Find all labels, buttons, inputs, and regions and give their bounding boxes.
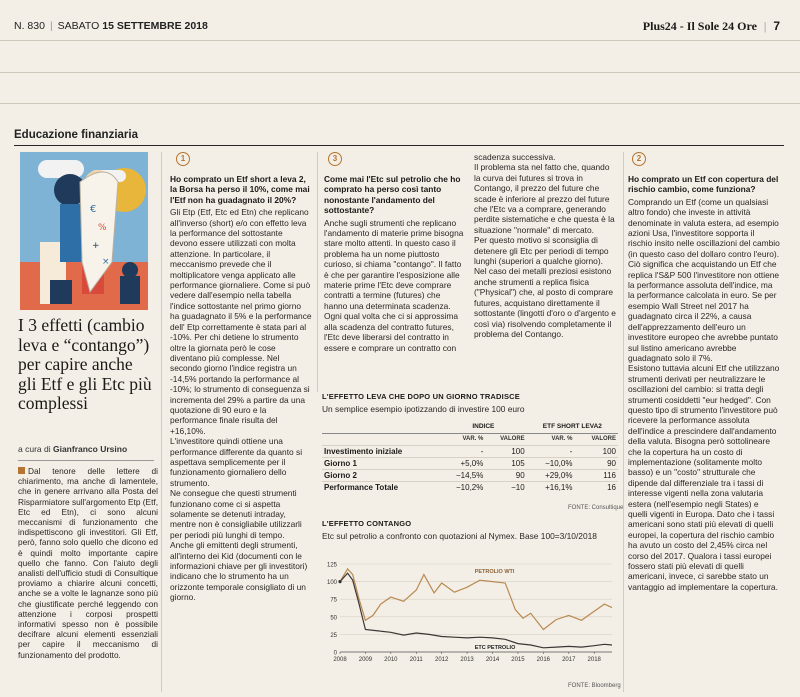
question-3-paragraph: Per questo motivo si sconsiglia di detenere gli Etc per periodi di tempo lunghi (superiori a qualche giorno). xyxy=(474,235,609,267)
table-cell: - xyxy=(527,445,575,457)
table-group-etf: ETF SHORT LEVA2 xyxy=(527,421,618,433)
table-title: L'EFFETTO LEVA CHE DOPO UN GIORNO TRADISCE xyxy=(322,392,520,401)
page-number: 7 xyxy=(773,19,780,33)
byline-author: Gianfranco Ursino xyxy=(52,444,128,454)
chart-y-tick-label: 0 xyxy=(333,650,337,657)
table-cell: 105 xyxy=(485,457,526,469)
chart-title: L'EFFETTO CONTANGO xyxy=(322,519,412,528)
chart-start-point xyxy=(338,580,341,583)
table-cell: Investimento iniziale xyxy=(322,445,440,457)
svg-text:%: % xyxy=(98,223,107,233)
question-3-paragraph: Anche sugli strumenti che replicano l'andamento di materie prime bisogna stare molto attenti. In questo caso il problema ha un nome piuttosto curioso, si chiama "contango". Il fatto è che per garantire l'esposizione alle materie prime l'Etc deve comprare contratti a termine (futures) che hanno una determinata scadenza. Ogni qual volta che ci si approssima alla scadenza del contratto futures, l'Etc deve liberarsi del contratto in essere e comprare un contratto con xyxy=(324,217,464,353)
chart-x-tick-label: 2016 xyxy=(536,657,551,663)
chart-source: FONTE: Bloomberg xyxy=(568,683,621,689)
table-col-val: VALORE xyxy=(591,436,616,442)
table-cell: Giorno 2 xyxy=(322,469,440,481)
table-cell: +29,0% xyxy=(527,469,575,481)
table-group-index: INDICE xyxy=(440,421,527,433)
chart-x-tick-label: 2012 xyxy=(435,657,449,663)
question-2-block xyxy=(628,174,780,692)
byline-rule xyxy=(18,460,154,461)
chart-subtitle: Etc sul petrolio a confronto con quotazioni al Nymex. Base 100=3/10/2018 xyxy=(322,531,597,541)
table-cell: −14,5% xyxy=(440,469,485,481)
table-cell: 16 xyxy=(574,481,618,493)
question-1-title: Ho comprato un Etf short a leva 2, la Borsa ha perso il 10%, come mai l'Etf non ha guadagnato il 20%? xyxy=(170,174,310,205)
question-3-block xyxy=(324,174,464,386)
svg-text:€: € xyxy=(90,204,97,215)
table-source: FONTE: Consultique xyxy=(568,505,624,511)
table-cell: −10,2% xyxy=(440,481,485,493)
article-headline: I 3 effetti (cambio leva e “contango”) per capire anche gli Etf e gli Etc più complessi xyxy=(18,315,152,413)
table-cell: 90 xyxy=(574,457,618,469)
chart-x-tick-label: 2015 xyxy=(511,657,525,663)
question-3-paragraph: Il problema sta nel fatto che, quando la curva dei futures si trova in Contango, il prezzo del future che scade è inferiore al prezzo del future che l'Etc va a comprare, generando perdite sistematiche e che questa è la situazione "normale" di mercato. xyxy=(474,162,615,235)
table-cell: Performance Totale xyxy=(322,481,440,493)
chart-x-tick-label: 2009 xyxy=(358,657,373,663)
column-divider xyxy=(161,152,162,692)
svg-text:+: + xyxy=(92,241,100,251)
article-lead xyxy=(18,466,158,692)
table-row xyxy=(322,445,618,457)
issue-info: N. 830 | SABATO 15 SETTEMBRE 2018 xyxy=(14,20,208,32)
table-cell: −10,0% xyxy=(527,457,575,469)
column-divider xyxy=(623,152,624,692)
table-subtitle: Un semplice esempio ipotizzando di investire 100 euro xyxy=(322,404,525,414)
publication-info: Plus24 - Il Sole 24 Ore | 7 xyxy=(642,19,780,33)
table-row xyxy=(322,469,618,481)
leverage-table xyxy=(322,421,618,493)
table-row xyxy=(322,457,618,469)
chart-y-tick-label: 100 xyxy=(326,580,337,587)
byline xyxy=(18,444,154,454)
question-number-2: 2 xyxy=(632,152,646,166)
column-divider xyxy=(317,152,318,392)
table-cell: 90 xyxy=(485,469,526,481)
question-number-3: 3 xyxy=(328,152,342,166)
section-rule xyxy=(14,145,784,146)
question-2-title: Ho comprato un Etf con copertura del rischio cambio, come funziona? xyxy=(628,174,779,195)
chart-x-tick-label: 2010 xyxy=(384,657,398,663)
table-col-var: VAR. % xyxy=(551,436,573,442)
table-cell: 116 xyxy=(574,469,618,481)
table-cell: - xyxy=(440,445,485,457)
question-3-title: Come mai l'Etc sul petrolio che ho comprato ha perso così tanto nonostante l'andamento del sottostante? xyxy=(324,174,461,216)
question-3-continued xyxy=(474,152,618,386)
issue-number: N. 830 xyxy=(14,20,45,32)
question-1-paragraph: Ne consegue che questi strumenti funzionano come ci si aspetta solamente se detenuti intraday, mentre non è consigliabile utilizzarli per periodi più lunghi di tempo. xyxy=(170,488,302,540)
chart-y-tick-label: 25 xyxy=(330,632,337,639)
question-1-block xyxy=(170,174,312,692)
chart-x-tick-label: 2018 xyxy=(587,657,601,663)
chart-annotation-wti: PETROLIO WTI xyxy=(474,569,515,576)
chart-annotation-etc: ETC PETROLIO xyxy=(474,645,516,652)
svg-text:×: × xyxy=(102,257,110,267)
question-1-paragraph: Anche gli emittenti degli strumenti, all'interno dei Kid (documenti con le informazioni chiave per gli investitori) indicano che lo strumento ha un orizzonte temporale consigliato di un giorno. xyxy=(170,540,308,603)
lead-text: Dal tenore delle lettere di chiarimento, ma anche di lamentele, che in genere arrivano alla Posta del Risparmiatore sull'argomento Etp (Etf, Etc ed Etn), ci sono alcuni meccanismi di funzionamento che indispettiscono gli investitori. Gli Etf, però, fanno solo quello che dicono ed è quindi molto importante capire quello che fanno. Con l'aiuto degli analisti dell'ufficio studi di Consultique proviamo a chiarire alcuni concetti, anche se a volte le lagnanze sono più che giustificate perché leggendo con attenzione i corposi prospetti informativi spesso non è possibile decifrare alcuni elementi essenziali per capire il meccanismo di funzionamento del prodotto. xyxy=(18,466,158,660)
table-col-val: VALORE xyxy=(500,436,525,442)
lead-bullet xyxy=(18,467,25,474)
question-2-paragraph: Esistono tuttavia alcuni Etf che utilizzano strumenti derivati per neutralizzare le oscillazioni del cambio: si tratta degli strumenti cosiddetti "eur hedged". Con questo tipo di strumento l'investitore può ricevere la performance assoluta dell'indice a prescindere dall'andamento della valuta. Bisogna però sottolineare che la copertura ha un costo di implementazione (solitamente molto basso) e un "costo" strutturale che dipende dal differenziale tra i tassi di interesse vigenti nella zona valutaria estera (nell'esempio negli States) e quelli vigenti in Europa. Dato che i tassi americani sono stati più elevati di quelli europei, la copertura del rischio cambio ha avuto un costo del 2,45% circa nel corso del 2017. Qualora i tassi europei fossero stati più elevati di quelli americani, invece, ci sarebbe stato un vantaggio ad implementare la copertura. xyxy=(628,363,780,592)
chart-y-tick-label: 125 xyxy=(326,562,337,569)
article-illustration xyxy=(20,152,148,310)
divider xyxy=(0,72,800,73)
chart-y-tick-label: 50 xyxy=(330,615,337,622)
page-header xyxy=(0,0,800,32)
chart-y-tick-label: 75 xyxy=(330,597,337,604)
chart-x-tick-label: 2017 xyxy=(562,657,576,663)
publication-name: Plus24 - Il Sole 24 Ore xyxy=(642,19,757,33)
chart-x-tick-label: 2014 xyxy=(485,657,500,663)
chart-x-tick-label: 2013 xyxy=(460,657,474,663)
question-number-1: 1 xyxy=(176,152,190,166)
table-cell: +5,0% xyxy=(440,457,485,469)
question-2-paragraph: Comprando un Etf (come un qualsiasi altro fondo) che investe in attività denominate in valuta estera, ad esempio azioni Usa, l'investitore sopporta il rischio insito nelle oscillazioni del cambio (in questo caso del dollaro contro l'euro). Ciò significa che acquistando un Etf che replica l'S&P 500 l'investitore non ottiene la performance assoluta dell'indice, ma la performance calcolata in euro. Se per esempio Wall Street nel 2017 ha guadagnato circa il 22%, a causa dell'apprezzamento dell'euro un investitore europeo che avrebbe puntato sul listino americano avrebbe guadagnato solo il 7%. xyxy=(628,196,780,363)
issue-date: 15 SETTEMBRE 2018 xyxy=(102,20,208,32)
chart-x-tick-label: 2008 xyxy=(333,657,347,663)
table-cell: 100 xyxy=(485,445,526,457)
issue-day: SABATO xyxy=(57,20,100,32)
question-3-paragraph: scadenza successiva. xyxy=(474,152,556,162)
table-row xyxy=(322,481,618,493)
table-cell: 100 xyxy=(574,445,618,457)
question-1-paragraph: Gli Etp (Etf, Etc ed Etn) che replicano all'inverso (short) e/o con effetto leva la performance del sottostante devono essere utilizzati con molta attenzione. In particolare, il meccanismo prevede che il moltiplicatore venga applicato alle performance giornaliere. Come si può vedere dall'esempio nella tabella l'indice sottostante nel primo giorno ha guadagnato il 5% e la performance dell' Etp correttamente è stata pari al -10%. Per chi detiene lo strumento oltre la giornata però le cose diventano più complesse. Nel secondo giorno l'indice registra un -14,5% portando la performance al -10%; lo strumento di conseguenza si incrementa del 29% a partire da una quotazione di 90 euro e la performance finale risulta del +16,10%. xyxy=(170,207,312,436)
section-title: Educazione finanziaria xyxy=(14,129,138,141)
contango-chart xyxy=(322,558,618,670)
table-cell: +16,1% xyxy=(527,481,575,493)
table-cell: Giorno 1 xyxy=(322,457,440,469)
chart-series-etc xyxy=(340,573,612,648)
byline-prefix: a cura di xyxy=(18,444,51,454)
chart-x-tick-label: 2011 xyxy=(409,657,423,663)
divider xyxy=(0,103,800,104)
divider xyxy=(0,40,800,41)
table-col-var: VAR. % xyxy=(462,436,484,442)
question-1-paragraph: L'investitore quindi ottiene una performance differente da quanto si aspettava semplicemente per il funzionamento giornaliero dello strumento. xyxy=(170,436,303,488)
question-3-paragraph: Nel caso dei metalli preziosi esistono anche strumenti a replica fisica ("Physical") che, al posto di comprare futures, acquistano direttamente il sottostante (lingotti d'oro o d'argento e così via) risolvendo completamente il problema del Contango. xyxy=(474,266,616,339)
table-cell: −10 xyxy=(485,481,526,493)
